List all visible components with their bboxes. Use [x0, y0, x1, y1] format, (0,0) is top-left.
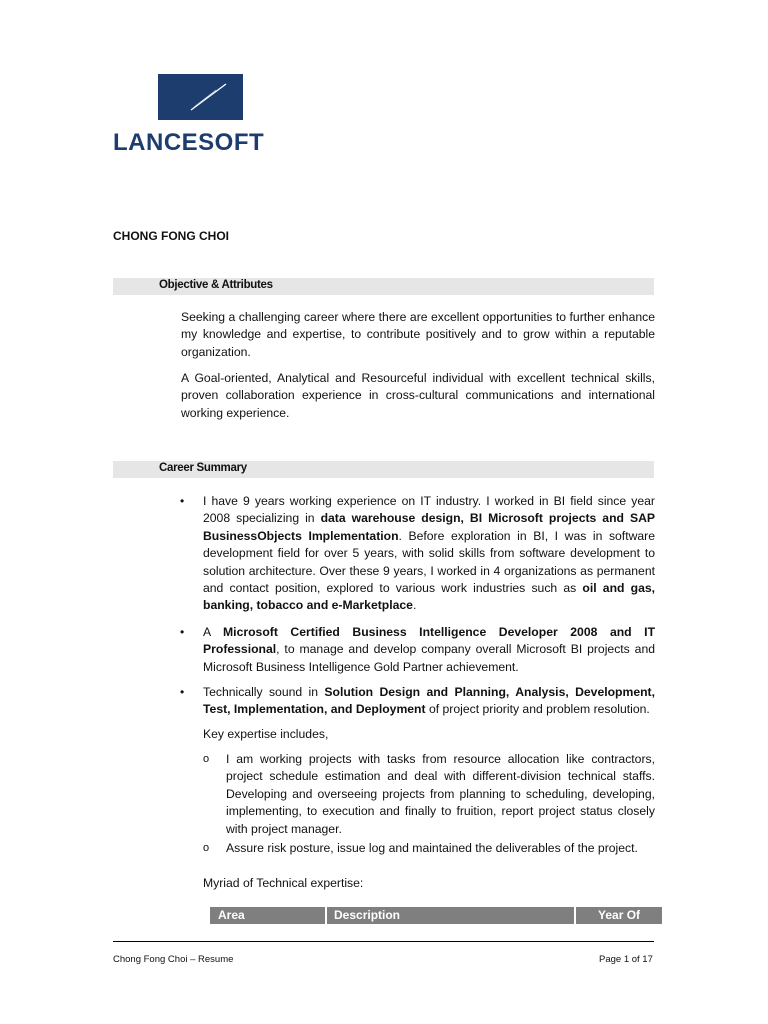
objective-paragraph-1: Seeking a challenging career where there are excellent opportunities to further enhance my knowledge and expertise, to contribute positively and to grow within a reputable organization. [181, 310, 655, 359]
expertise-item-1: I am working projects with tasks from resource allocation like contractors, project schedule estimation and deal with different-division technical staffs. Developing and overseeing projects from planning to scheduling, developing, implementing, to execution and finally to fruition, report project status closely with project manager. [226, 752, 655, 836]
bullet-icon: • [180, 494, 185, 508]
career-bullet-2: A Microsoft Certified Business Intelligence Developer 2008 and IT Professional, to manage and develop company overall Microsoft BI projects and Microsoft Business Intelligence Gold Partner achievement. [203, 625, 656, 674]
candidate-name: CHONG FONG CHOI [113, 229, 229, 243]
bullet-icon: • [180, 625, 185, 639]
career-bullet-3: Technically sound in Solution Design and Planning, Analysis, Development, Test, Implementation, and Deployment of project priority and problem resolution. [203, 685, 656, 717]
expertise-table-header [210, 907, 662, 924]
bullet-icon: • [180, 685, 185, 699]
table-header-area: Area [218, 908, 245, 922]
table-header-description: Description [334, 908, 401, 922]
column-divider [574, 907, 576, 924]
objective-paragraph-2: A Goal-oriented, Analytical and Resourceful individual with excellent technical skills, proven collaboration experience in cross-cultural communications and international working experience. [181, 371, 655, 420]
company-logo-text: LANCESOFT [113, 129, 265, 156]
expertise-item-2: Assure risk posture, issue log and maintained the deliverables of the project. [226, 841, 638, 855]
career-heading: Career Summary [159, 462, 247, 474]
shooting-star-icon [158, 74, 243, 120]
hollow-bullet-icon: o [203, 842, 210, 854]
logo-mark [158, 74, 243, 120]
key-expertise-label: Key expertise includes, [203, 727, 329, 741]
footer-divider [113, 941, 654, 942]
table-header-year: Year Of [598, 908, 641, 922]
objective-section-header [113, 278, 654, 295]
hollow-bullet-icon: o [203, 753, 210, 765]
column-divider [325, 907, 327, 924]
footer-document-title: Chong Fong Choi – Resume [113, 954, 234, 965]
footer-page-number: Page 1 of 17 [599, 954, 653, 965]
career-section-header [113, 461, 654, 478]
objective-heading: Objective & Attributes [159, 279, 273, 291]
career-bullet-1: I have 9 years working experience on IT industry. I worked in BI field since year 2008 specializing in data warehouse design, BI Microsoft projects and SAP BusinessObjects Implementation. Before exploration in BI, I was in software development field for over 5 years, with solid skills from software development to solution architecture. Over these 9 years, I worked in 4 organizations as permanent and contact position, explored to various work industries such as oil and gas, banking, tobacco and e-Marketplace. [203, 494, 656, 613]
technical-expertise-label: Myriad of Technical expertise: [203, 876, 364, 890]
